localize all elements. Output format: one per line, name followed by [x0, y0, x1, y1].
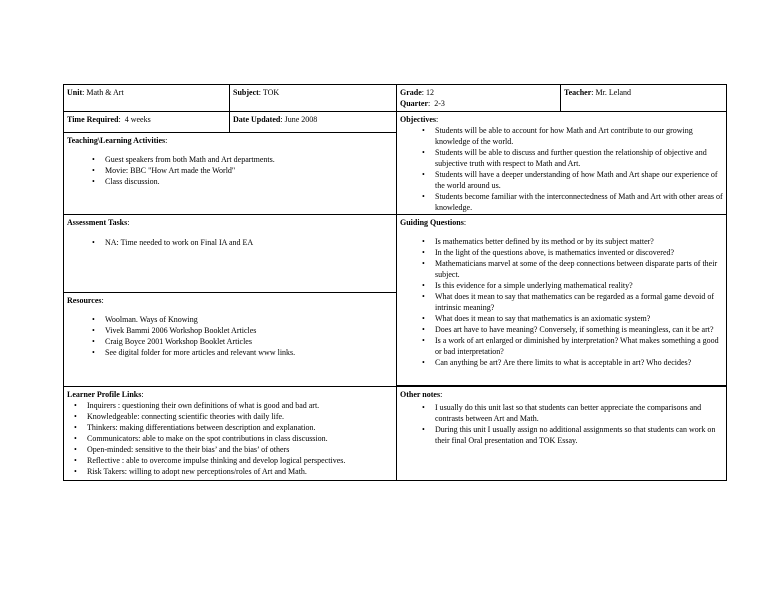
- unit-plan-table: [63, 84, 727, 481]
- learner-list: [87, 400, 393, 477]
- list-item: • Class discussion.: [105, 176, 393, 187]
- teacher-cell: Teacher: Mr. Leland: [560, 84, 727, 112]
- assessment-heading: Assessment Tasks: [67, 218, 128, 227]
- date-cell: Date Updated: June 2008: [229, 111, 397, 133]
- list-item: • Mathematicians marvel at some of the deep connections between disparate parts of their subject.: [435, 258, 723, 280]
- learner-heading: Learner Profile Links: [67, 390, 142, 399]
- list-item: • Reflective : able to overcome impulse thinking and develop logical perspectives.: [87, 455, 393, 466]
- objectives-cell: Objectives: • Students will be able to account for how Math and Art contribute to our growing knowledge of the world. • Students will be able to discuss and further question the relationship of objective and subjective truth with respect to Math and Art. • Students will have a deeper understanding of how Math and Art shape our experience of the world around us. • Students become familiar with the interconnectedness of Math and Art with other areas of knowledge.: [396, 111, 727, 215]
- list-item: • In the light of the questions above, is mathematics invented or discovered?: [435, 247, 723, 258]
- objectives-list: [435, 125, 723, 213]
- notes-cell: Other notes: • I usually do this unit last so that students can better appreciate the comparisons and contrasts between Art and Math. • During this unit I usually assign no additional assignments so that students can work on their final Oral presentation and TOK Essay.: [396, 386, 727, 481]
- teaching-heading: Teaching\Learning Activities: [67, 136, 166, 145]
- teacher-label: Teacher: [564, 88, 592, 97]
- guiding-list: [435, 236, 723, 368]
- list-item: • Communicators: able to make on the spot contributions in class discussion.: [87, 433, 393, 444]
- quarter-value: 2-3: [434, 99, 445, 108]
- list-item: • Woolman. Ways of Knowing: [105, 314, 393, 325]
- date-label: Date Updated: [233, 115, 281, 124]
- unit-cell: Unit: Math & Art: [63, 84, 230, 112]
- resources-heading: Resources: [67, 296, 102, 305]
- time-value: 4 weeks: [124, 115, 151, 124]
- unit-value: Math & Art: [86, 88, 124, 97]
- grade-label: Grade: [400, 88, 422, 97]
- list-item: • What does it mean to say that mathematics is an axiomatic system?: [435, 313, 723, 324]
- list-item: • Can anything be art? Are there limits to what is acceptable in art? Who decides?: [435, 357, 723, 368]
- list-item: • Students become familiar with the interconnectedness of Math and Art with other areas of knowledge.: [435, 191, 723, 213]
- list-item: • Knowledgeable: connecting scientific theories with daily life.: [87, 411, 393, 422]
- list-item: • What does it mean to say that mathematics can be regarded as a formal game devoid of intrinsic meaning?: [435, 291, 723, 313]
- assessment-cell: Assessment Tasks: • NA: Time needed to work on Final IA and EA: [63, 214, 397, 293]
- list-item: • Thinkers: making differentiations between description and explanation.: [87, 422, 393, 433]
- date-value: June 2008: [284, 115, 318, 124]
- list-item: • Students will be able to account for how Math and Art contribute to our growing knowledge of the world.: [435, 125, 723, 147]
- quarter-label: Quarter: [400, 99, 428, 108]
- list-item: • NA: Time needed to work on Final IA and EA: [105, 237, 393, 248]
- list-item: • Students will have a deeper understanding of how Math and Art shape our experience of the world around us.: [435, 169, 723, 191]
- assessment-list: [105, 237, 393, 248]
- list-item: • Craig Boyce 2001 Workshop Booklet Articles: [105, 336, 393, 347]
- teacher-value: Mr. Leland: [595, 88, 632, 97]
- objectives-heading: Objectives: [400, 115, 436, 124]
- list-item: • Open-minded: sensitive to the their bias’ and the bias’ of others: [87, 444, 393, 455]
- grade-cell: Grade: 12 Quarter: 2-3: [396, 84, 561, 112]
- list-item: • Guest speakers from both Math and Art departments.: [105, 154, 393, 165]
- teaching-cell: Teaching\Learning Activities: • Guest speakers from both Math and Art departments. • Movie: BBC "How Art made the World" • Class discussion.: [63, 132, 397, 215]
- grade-value: 12: [426, 88, 435, 97]
- teaching-list: [105, 154, 393, 187]
- subject-label: Subject: [233, 88, 259, 97]
- list-item: • Does art have to have meaning? Conversely, if something is meaningless, can it be art?: [435, 324, 723, 335]
- resources-cell: Resources: • Woolman. Ways of Knowing • Vivek Bammi 2006 Workshop Booklet Articles • Craig Boyce 2001 Workshop Booklet Articles • See digital folder for more articles and relevant www links.: [63, 292, 397, 387]
- list-item: • Is mathematics better defined by its method or by its subject matter?: [435, 236, 723, 247]
- list-item: • Movie: BBC "How Art made the World": [105, 165, 393, 176]
- list-item: • Risk Takers: willing to adopt new perceptions/roles of Art and Math.: [87, 466, 393, 477]
- list-item: • During this unit I usually assign no additional assignments so that students can work on their final Oral presentation and TOK Essay.: [435, 424, 723, 446]
- resources-list: [105, 314, 393, 358]
- guiding-cell: Guiding Questions: • Is mathematics better defined by its method or by its subject matter? • In the light of the questions above, is mathematics invented or discovered? • Mathematicians marvel at some of the deep connections between disparate parts of their subject. • Is this evidence for a simple underlying mathematical reality? • What does it mean to say that mathematics can be regarded as a formal game devoid of intrinsic meaning? • What does it mean to say that mathematics is an axiomatic system? • Does art have to have meaning? Conversely, if something is meaningless, can it be art? • Is a work of art enlarged or diminished by interpretation? What makes something a good or bad interpretation? • Can anything be art? Are there limits to what is acceptable in art? Who decides?: [396, 214, 727, 386]
- subject-value: TOK: [262, 88, 280, 97]
- notes-list: [435, 402, 723, 446]
- list-item: • Vivek Bammi 2006 Workshop Booklet Articles: [105, 325, 393, 336]
- guiding-heading: Guiding Questions: [400, 218, 464, 227]
- list-item: • Is a work of art enlarged or diminished by interpretation? What makes something a good or bad interpretation?: [435, 335, 723, 357]
- unit-label: Unit: [67, 88, 83, 97]
- time-label: Time Required: [67, 115, 119, 124]
- list-item: • Is this evidence for a simple underlying mathematical reality?: [435, 280, 723, 291]
- list-item: • Students will be able to discuss and further question the relationship of objective and subjective truth with respect to Math and Art.: [435, 147, 723, 169]
- list-item: • Inquirers : questioning their own definitions of what is good and bad art.: [87, 400, 393, 411]
- list-item: • See digital folder for more articles and relevant www links.: [105, 347, 393, 358]
- subject-cell: Subject: TOK: [229, 84, 397, 112]
- list-item: • I usually do this unit last so that students can better appreciate the comparisons and contrasts between Art and Math.: [435, 402, 723, 424]
- learner-cell: Learner Profile Links: • Inquirers : questioning their own definitions of what is good and bad art. • Knowledgeable: connecting scientific theories with daily life. • Thinkers: making differentiations between description and explanation. • Communicators: able to make on the spot contributions in class discussion. • Open-minded: sensitive to the their bias’ and the bias’ of others • Reflective : able to overcome impulse thinking and develop logical perspectives. • Risk Takers: willing to adopt new perceptions/roles of Art and Math.: [63, 386, 397, 481]
- notes-heading: Other notes: [400, 390, 441, 399]
- time-cell: Time Required: 4 weeks: [63, 111, 230, 133]
